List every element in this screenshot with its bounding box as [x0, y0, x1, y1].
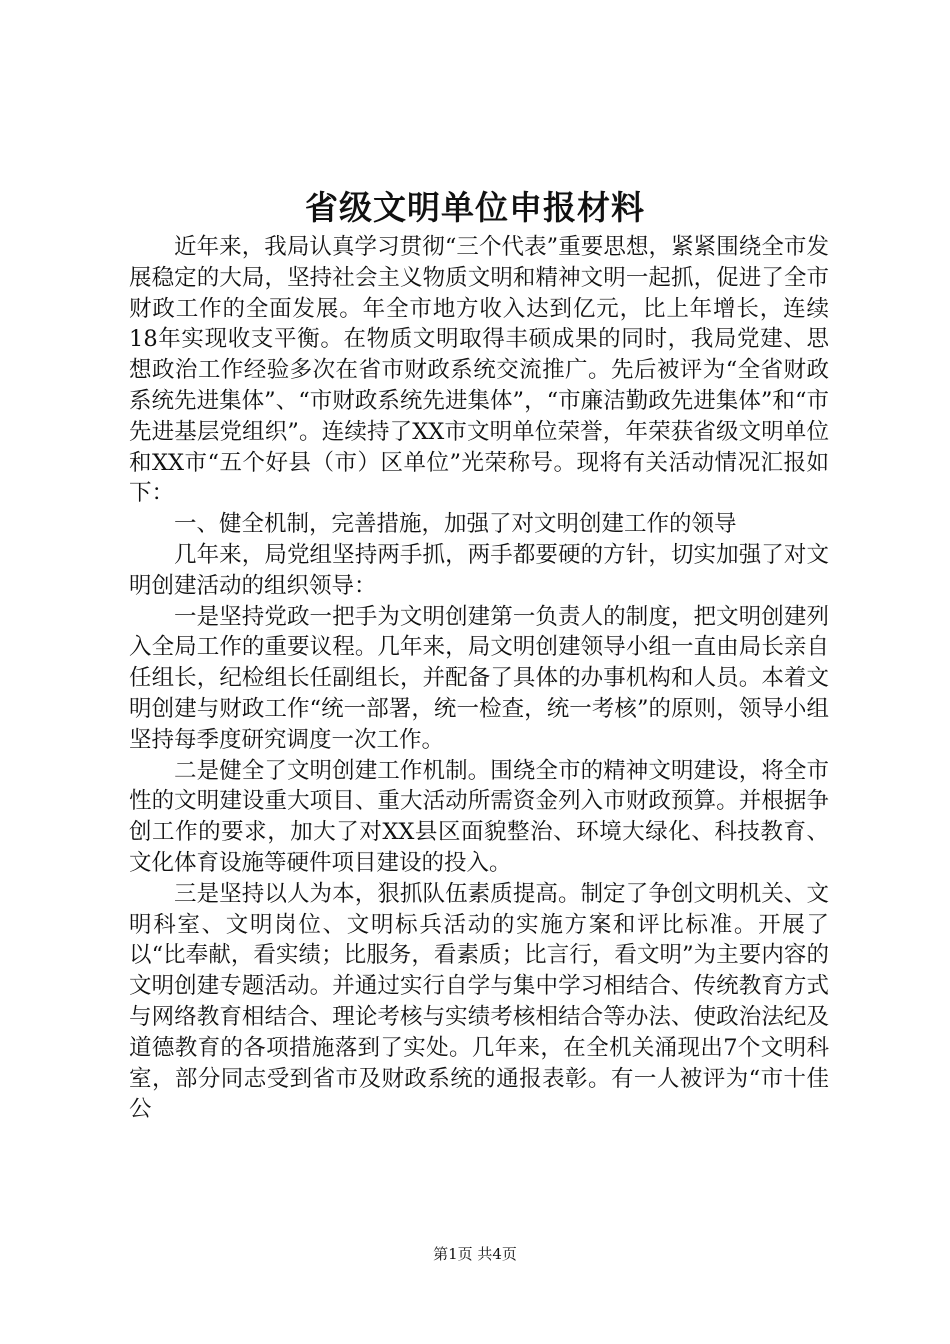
paragraph: 近年来，我局认真学习贯彻“三个代表”重要思想，紧紧围绕全市发展稳定的大局，坚持社会主义物质文明和精神文明一起抓，促进了全市财政工作的全面发展。年全市地方收入达到亿元，比上年增长，连续18年实现收支平衡。在物质文明取得丰硕成果的同时，我局党建、思想政治工作经验多次在省市财政系统交流推广。先后被评为“全省财政系统先进集体”、“市财政系统先进集体”，“市廉洁勤政先进集体”和“市先进基层党组织”。连续持了XX市文明单位荣誉，年荣获省级文明单位和XX市“五个好县（市）区单位”光荣称号。现将有关活动情况汇报如下：: [129, 234, 829, 507]
section-heading: 一、健全机制，完善措施，加强了对文明创建工作的领导: [174, 511, 737, 538]
page-footer: 第1页 共4页: [433, 1245, 517, 1263]
document-body: [129, 232, 829, 1125]
paragraph: 一是坚持党政一把手为文明创建第一负责人的制度，把文明创建列入全局工作的重要议程。几年来，局文明创建领导小组一直由局长亲自任组长，纪检组长任副组长，并配备了具体的办事机构和人员。本着文明创建与财政工作“统一部署，统一检查，统一考核”的原则，领导小组坚持每季度研究调度一次工作。: [129, 603, 829, 753]
paragraph: 几年来，局党组坚持两手抓，两手都要硬的方针，切实加强了对文明创建活动的组织领导：: [129, 541, 829, 599]
document-title: 省级文明单位申报材料: [305, 188, 645, 227]
paragraph: 二是健全了文明创建工作机制。围绕全市的精神文明建设，将全市性的文明建设重大项目、重大活动所需资金列入市财政预算。并根据争创工作的要求，加大了对XX县区面貌整治、环境大绿化、科技教育、文化体育设施等硬件项目建设的投入。: [129, 757, 829, 876]
paragraph: 三是坚持以人为本，狠抓队伍素质提高。制定了争创文明机关、文明科室、文明岗位、文明标兵活动的实施方案和评比标准。开展了以“比奉献，看实绩；比服务，看素质；比言行，看文明”为主要内容的文明创建专题活动。并通过实行自学与集中学习相结合、传统教育方式与网络教育相结合、理论考核与实绩考核相结合等办法、使政治法纪及道德教育的各项措施落到了实处。几年来，在全机关涌现出7个文明科室，部分同志受到省市及财政系统的通报表彰。有一人被评为“市十佳公: [129, 880, 829, 1123]
